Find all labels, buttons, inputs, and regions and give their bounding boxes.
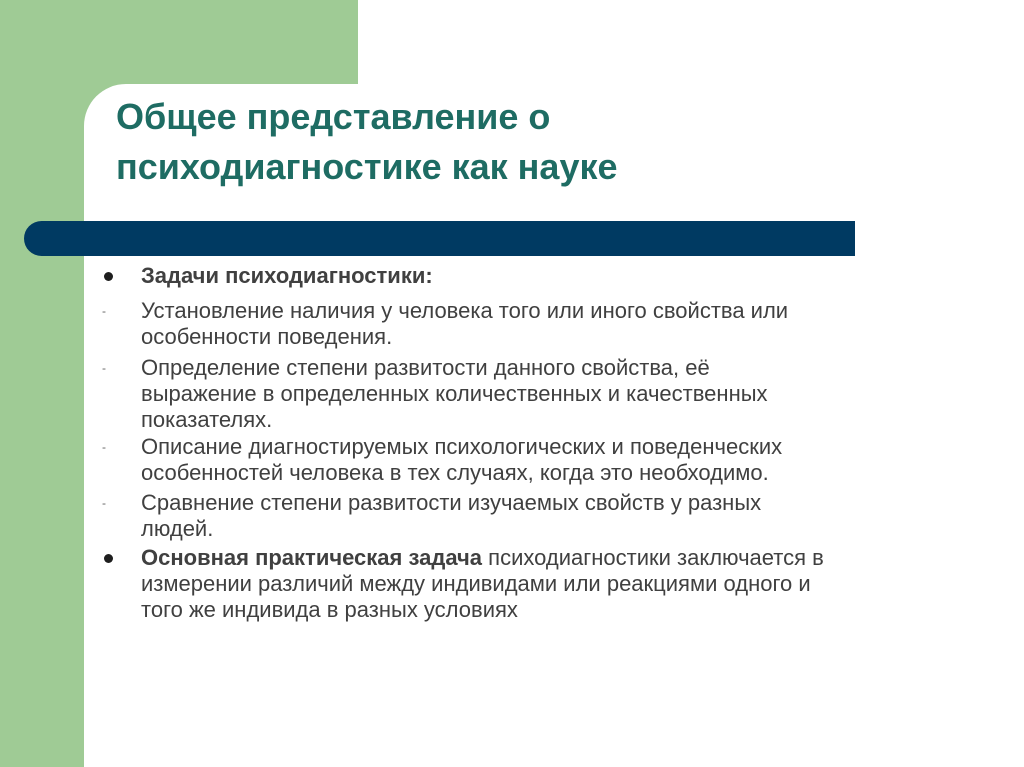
- task-1-line-1: Установление наличия у человека того или иного свойства или: [141, 298, 789, 323]
- task-4-line-2: людей.: [141, 516, 214, 541]
- task-2-line-3: показателях.: [141, 407, 273, 432]
- main-task-line-1: [141, 545, 931, 571]
- task-2-line-2: выражение в определенных количественных и качественных: [141, 381, 768, 406]
- tasks-heading: Задачи психодиагностики:: [141, 263, 433, 288]
- dash-icon: -: [102, 361, 106, 375]
- task-4-line-1: Сравнение степени развитости изучаемых свойств у разных: [141, 490, 762, 515]
- bullet-icon: [104, 554, 113, 563]
- task-item-4: [102, 490, 931, 542]
- dash-icon: -: [102, 304, 106, 318]
- main-task-bold: Основная практическая задача: [141, 545, 483, 570]
- title-line-1: Общее представление о: [116, 96, 551, 137]
- dash-icon: -: [102, 440, 106, 454]
- task-2-line-1: Определение степени развитости данного свойства, её: [141, 355, 710, 380]
- main-task-line-2: измерении различий между индивидами или реакциями одного и: [141, 571, 811, 596]
- task-item-3: [102, 434, 931, 486]
- task-item-2: [102, 355, 931, 433]
- dash-icon: -: [102, 496, 106, 510]
- title-line-2: психодиагностике как науке: [116, 146, 618, 187]
- main-task-line-1-rest: психодиагностики заключается в: [482, 545, 824, 570]
- main-task-line-3: того же индивида в разных условиях: [141, 597, 518, 622]
- task-3-line-1: Описание диагностируемых психологических и поведенческих: [141, 434, 783, 459]
- task-1-line-2: особенности поведения.: [141, 324, 393, 349]
- task-item-1: [102, 298, 931, 350]
- bullet-icon: [104, 272, 113, 281]
- task-3-line-2: особенностей человека в тех случаях, когда это необходимо.: [141, 460, 769, 485]
- tasks-heading-item: [141, 263, 931, 289]
- main-task-item: [141, 545, 931, 623]
